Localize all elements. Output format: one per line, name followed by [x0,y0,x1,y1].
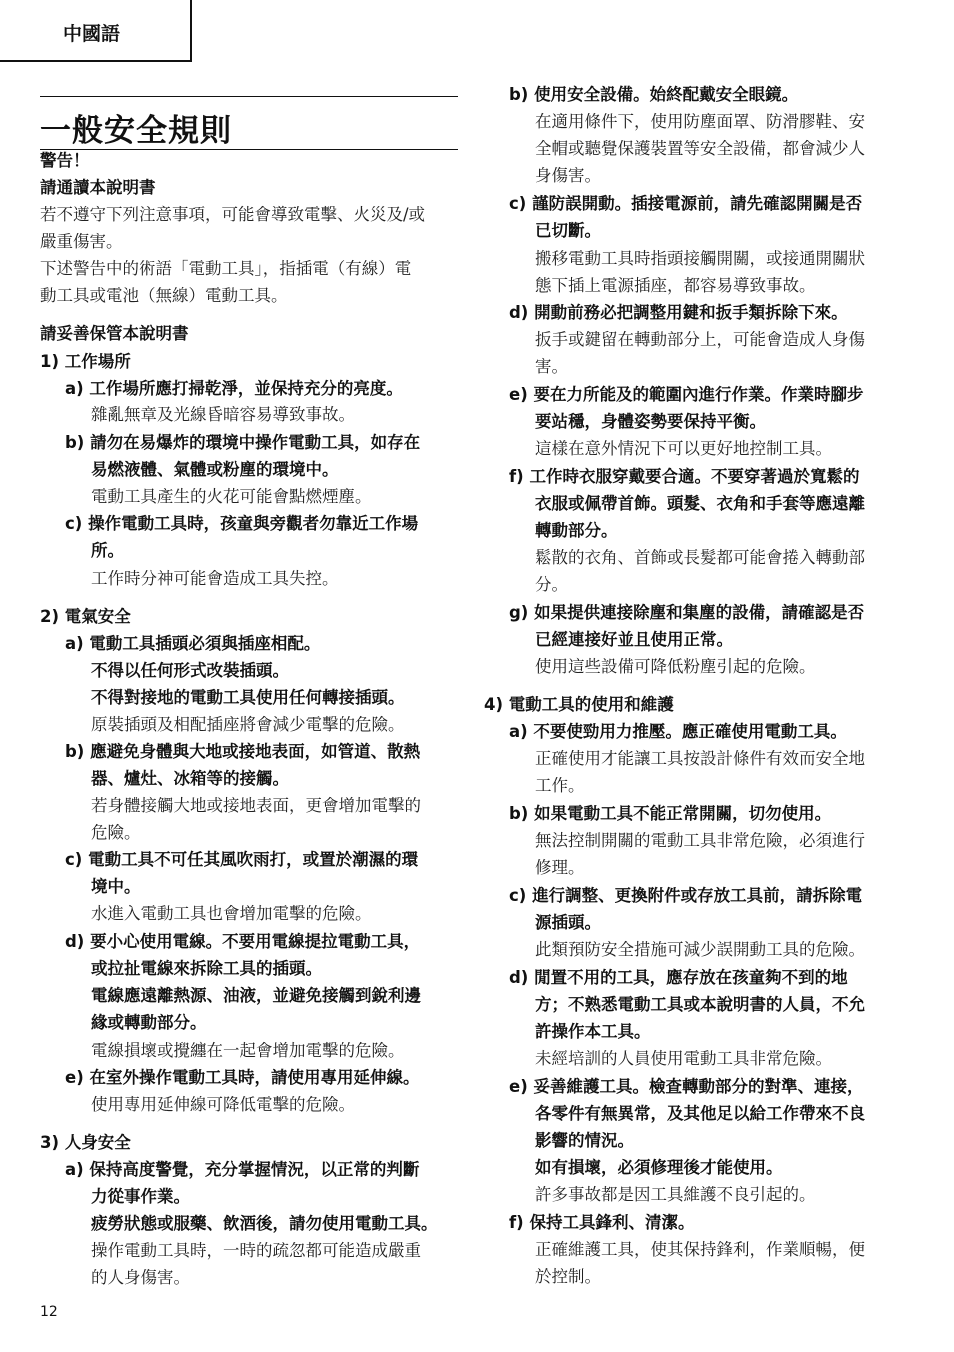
language-label: 中國語 [63,23,121,45]
text-line: 4) 電動工具的使用和維護 [484,695,674,714]
text-line: b) 如果電動工具不能正常開關，切勿使用。 [509,804,832,823]
text-line: 許操作本工具。 [535,1022,651,1041]
text-line: c) 謹防誤開動。插接電源前，請先確認開關是否 [509,194,863,213]
text-line: 器、爐灶、冰箱等的接觸。 [91,769,289,788]
text-line: 3) 人身安全 [40,1133,131,1152]
page-number: 12 [40,1304,58,1320]
text-line: 境中。 [91,877,141,896]
text-line: 許多事故都是因工具維護不良引起的。 [535,1185,816,1204]
text-line: 工作。 [535,776,585,795]
text-line: 的人身傷害。 [91,1268,190,1287]
text-line: 無法控制開關的電動工具非常危險，必須進行 [535,831,865,850]
text-line: 於控制。 [535,1267,601,1286]
text-line: 若身體接觸大地或接地表面，更會增加電擊的 [91,796,421,815]
text-line: 修理。 [535,858,585,877]
section-title-box [40,96,458,150]
text-line: g) 如果提供連接除塵和集塵的設備，請確認是否 [509,603,865,622]
text-line: f) 工作時衣服穿戴要合適。不要穿著過於寬鬆的 [509,467,860,486]
text-line: 鬆散的衣角、首飾或長髮都可能會捲入轉動部 [535,548,865,567]
text-line: a) 保持高度警覺，充分掌握情況，以正常的判斷 [65,1160,420,1179]
text-line: 下述警告中的術語「電動工具」，指插電（有線）電 [40,259,412,278]
text-line: d) 要小心使用電線。不要用電線提拉電動工具， [65,932,421,951]
text-line: e) 要在力所能及的範圍內進行作業。作業時腳步 [509,385,864,404]
text-line: 態下插上電源插座，都容易導致事故。 [535,276,816,295]
text-line: b) 使用安全設備。始終配戴安全眼鏡。 [509,85,799,104]
text-line: 正確維護工具，使其保持鋒利，作業順暢，便 [535,1240,865,1259]
text-line: 影響的情況。 [535,1131,634,1150]
text-line: 轉動部分。 [535,521,618,540]
text-line: 請通讀本說明書 [40,178,156,197]
text-line: 緣或轉動部分。 [91,1013,207,1032]
text-line: 警告！ [40,151,90,170]
text-line: 疲勞狀態或服藥、飲酒後，請勿使用電動工具。 [91,1214,438,1233]
text-line: 請妥善保管本說明書 [40,324,189,343]
text-line: a) 工作場所應打掃乾淨，並保持充分的亮度。 [65,379,403,398]
text-line: c) 電動工具不可任其風吹雨打，或置於潮濕的環 [65,850,419,869]
text-line: 全帽或聽覺保護裝置等安全設備，都會減少人 [535,139,865,158]
text-line: 方；不熟悉電動工具或本說明書的人員，不允 [535,995,865,1014]
text-line: 若不遵守下列注意事項，可能會導致電擊、火災及/或 [40,205,426,224]
text-line: 1) 工作場所 [40,352,131,371]
text-line: 要站穩，身體姿勢要保持平衡。 [535,412,766,431]
text-line: e) 在室外操作電動工具時，請使用專用延伸線。 [65,1068,420,1087]
text-line: 身傷害。 [535,166,601,185]
text-line: 分。 [535,575,568,594]
text-line: 易燃液體、氣體或粉塵的環境中。 [91,460,339,479]
text-line: 操作電動工具時，一時的疏忽都可能造成嚴重 [91,1241,421,1260]
text-line: 或拉扯電線來拆除工具的插頭。 [91,959,322,978]
text-line: 搬移電動工具時指頭接觸開關，或接通開關狀 [535,249,865,268]
text-line: 衣服或佩帶首飾。頭髮、衣角和手套等應遠離 [535,494,865,513]
text-line: 害。 [535,357,568,376]
text-line: 此類預防安全措施可減少誤開動工具的危險。 [535,940,865,959]
text-line: a) 電動工具插頭必須與插座相配。 [65,634,321,653]
text-line: 各零件有無異常，及其他足以給工作帶來不良 [535,1104,865,1123]
text-line: 正確使用才能讓工具按設計條件有效而安全地 [535,749,865,768]
text-line: 原裝插頭及相配插座將會減少電擊的危險。 [91,715,405,734]
text-line: 已經連接好並且使用正常。 [535,630,733,649]
text-line: 嚴重傷害。 [40,232,123,251]
text-line: 使用專用延伸線可降低電擊的危險。 [91,1095,355,1114]
text-line: 力從事作業。 [91,1187,190,1206]
text-line: 水進入電動工具也會增加電擊的危險。 [91,904,372,923]
text-line: 所。 [91,541,124,560]
text-line: b) 應避免身體與大地或接地表面，如管道、散熱 [65,742,421,761]
text-line: f) 保持工具鋒利、清潔。 [509,1213,695,1232]
text-line: 不得以任何形式改裝插頭。 [91,661,289,680]
text-line: 扳手或鍵留在轉動部分上，可能會造成人身傷 [535,330,865,349]
text-line: 雜亂無章及光線昏暗容易導致事故。 [91,405,355,424]
text-line: 電線應遠離熱源、油液，並避免接觸到銳利邊 [91,986,421,1005]
text-line: d) 開動前務必把調整用鍵和扳手類拆除下來。 [509,303,848,322]
page-title: 一般安全規則 [40,113,232,149]
text-line: 如有損壞，必須修理後才能使用。 [535,1158,783,1177]
text-line: b) 請勿在易爆炸的環境中操作電動工具，如存在 [65,433,421,452]
text-line: 使用這些設備可降低粉塵引起的危險。 [535,657,816,676]
text-line: 已切斷。 [535,221,601,240]
text-line: d) 閒置不用的工具，應存放在孩童夠不到的地 [509,968,848,987]
text-line: 動工具或電池（無線）電動工具。 [40,286,288,305]
text-line: 在適用條件下，使用防塵面罩、防滑膠鞋、安 [535,112,865,131]
text-line: 未經培訓的人員使用電動工具非常危險。 [535,1049,832,1068]
language-tab [0,0,192,62]
text-line: 這樣在意外情況下可以更好地控制工具。 [535,439,832,458]
text-line: c) 操作電動工具時，孩童與旁觀者勿靠近工作場 [65,514,419,533]
text-line: 危險。 [91,823,141,842]
text-line: 源插頭。 [535,913,601,932]
text-line: c) 進行調整、更換附件或存放工具前，請拆除電 [509,886,863,905]
text-line: 工作時分神可能會造成工具失控。 [91,569,339,588]
text-line: 電線損壞或攪纏在一起會增加電擊的危險。 [91,1041,405,1060]
text-line: 2) 電氣安全 [40,607,131,626]
text-line: a) 不要使勁用力推壓。應正確使用電動工具。 [509,722,847,741]
text-line: 電動工具產生的火花可能會點燃煙塵。 [91,487,372,506]
text-line: e) 妥善維護工具。檢查轉動部分的對準、連接， [509,1077,864,1096]
text-line: 不得對接地的電動工具使用任何轉接插頭。 [91,688,405,707]
